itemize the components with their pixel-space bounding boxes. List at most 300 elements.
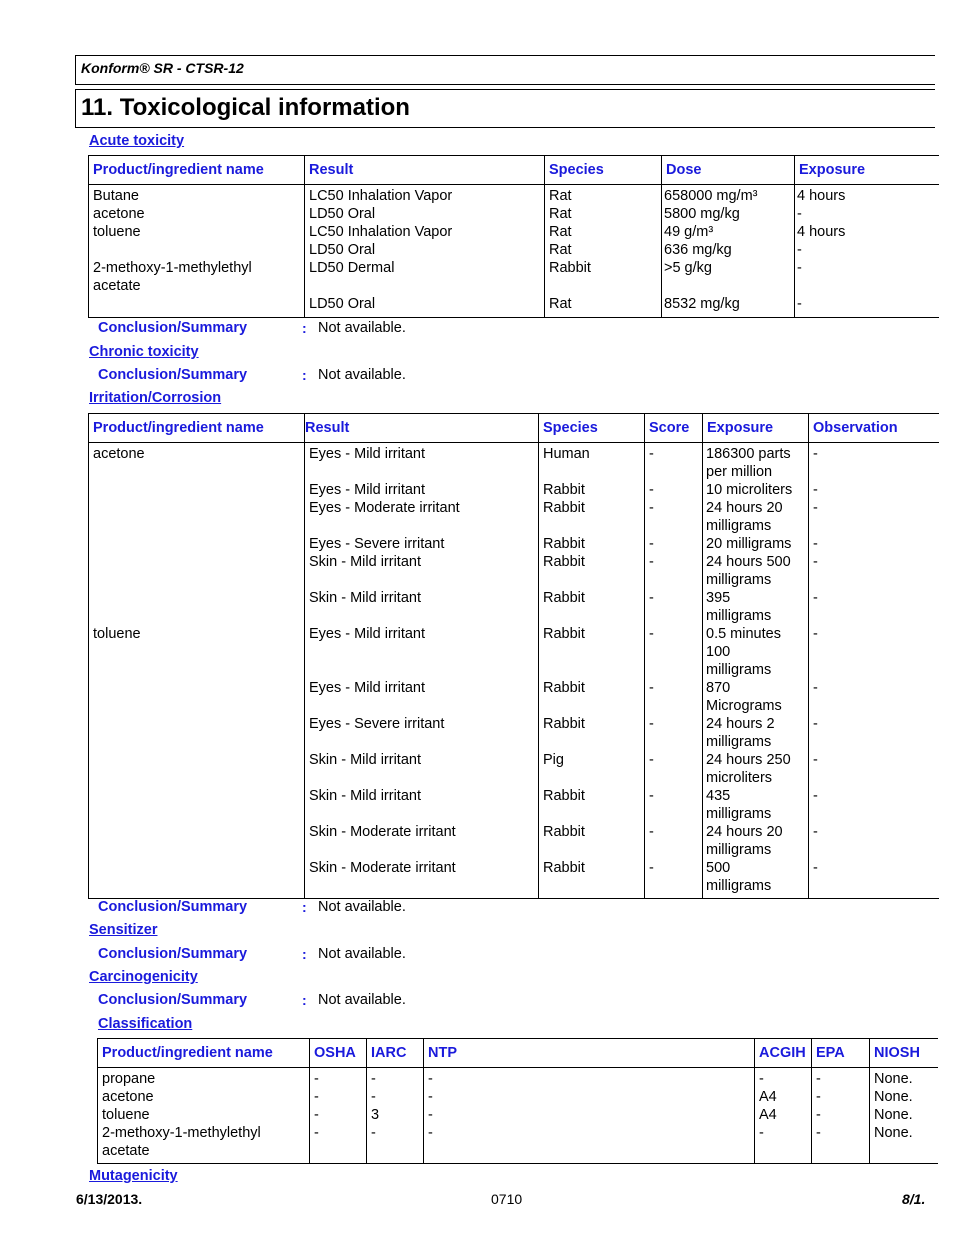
irritation-species-value: Rabbit	[543, 824, 585, 840]
irritation-observation-value: -	[813, 500, 818, 516]
irritation-score-value: -	[649, 680, 654, 696]
dose-value: >5 g/kg	[664, 260, 712, 276]
irritation-observation-cell	[809, 751, 939, 787]
classification-link[interactable]: Classification	[98, 1016, 193, 1032]
conclusion-value: Not available.	[318, 992, 406, 1008]
exposure-value: 100	[706, 644, 731, 660]
irritation-result-cell	[305, 715, 539, 751]
irritation-species-cell	[539, 823, 645, 859]
table-row	[89, 499, 939, 535]
irritation-species-cell	[539, 499, 645, 535]
exposure-value: 500	[706, 860, 731, 876]
irritation-exposure-cell	[703, 787, 809, 823]
table-row	[89, 535, 939, 553]
irritation-name-cell	[89, 859, 305, 899]
species-value	[549, 277, 657, 295]
epa-value: -	[816, 1071, 821, 1087]
irritation-result-value: Eyes - Moderate irritant	[309, 500, 460, 516]
iarc-value: -	[371, 1125, 376, 1141]
ingredient-name: toluene	[102, 1107, 150, 1123]
dose-value: 636 mg/kg	[664, 242, 732, 258]
irritation-score-cell	[645, 481, 703, 499]
table-row	[89, 481, 939, 499]
irritation-name-cell	[89, 715, 305, 751]
conclusion-label: Conclusion/Summary	[98, 320, 248, 336]
irritation-species-value: Rabbit	[543, 536, 585, 552]
exposure-value: per million	[706, 464, 773, 480]
exposure-value: milligrams	[706, 806, 772, 822]
species-value: Rat	[549, 242, 572, 258]
irritation-score-cell	[645, 679, 703, 715]
irritation-score-cell	[645, 751, 703, 787]
carcinogenicity-link[interactable]: Carcinogenicity	[89, 969, 198, 985]
irritation-observation-cell	[809, 823, 939, 859]
irritation-species-cell	[539, 787, 645, 823]
irritation-exposure-cell	[703, 589, 809, 625]
irritation-exposure-cell	[703, 535, 809, 553]
irritation-result-value: Eyes - Mild irritant	[309, 446, 426, 462]
exposure-value: 10 microliters	[706, 482, 793, 498]
ntp-value: -	[428, 1125, 433, 1141]
irritation-observation-cell	[809, 481, 939, 499]
conclusion-value: Not available.	[318, 367, 406, 383]
colon-separator: :	[302, 320, 307, 336]
exposure-value: 24 hours 500	[706, 554, 791, 570]
table-row	[89, 443, 939, 482]
irritation-score-cell	[645, 589, 703, 625]
irritation-result-cell	[305, 787, 539, 823]
column-header: NIOSH	[870, 1039, 938, 1068]
result-value: LC50 Inhalation Vapor	[309, 224, 453, 240]
product-title: Konform® SR - CTSR-12	[81, 60, 244, 76]
irritation-result-cell	[305, 481, 539, 499]
iarc-value: 3	[371, 1107, 380, 1123]
species-value: Rat	[549, 224, 572, 240]
irritation-observation-value: -	[813, 446, 818, 462]
ingredient-name: Butane	[93, 188, 139, 204]
irritation-result-cell	[305, 553, 539, 589]
ingredient-name: 2-methoxy-1-methylethyl	[102, 1125, 261, 1141]
colon-separator: :	[302, 946, 307, 962]
table-row	[89, 715, 939, 751]
column-header: IARC	[367, 1039, 424, 1068]
table-row	[89, 859, 939, 899]
irritation-name-cell	[89, 787, 305, 823]
epa-value: -	[816, 1125, 821, 1141]
irritation-result-cell	[305, 443, 539, 482]
irritation-result-cell	[305, 625, 539, 679]
irritation-species-cell	[539, 751, 645, 787]
irritation-name-cell	[89, 625, 305, 679]
conclusion-label: Conclusion/Summary	[98, 992, 248, 1008]
footer-date: 6/13/2013.	[76, 1191, 143, 1207]
colon-separator: :	[302, 367, 307, 383]
osha-value: -	[314, 1089, 319, 1105]
species-cell	[545, 185, 662, 318]
ingredient-name: acetone	[102, 1089, 154, 1105]
irritation-name-cell	[89, 443, 305, 482]
irritation-score-value: -	[649, 824, 654, 840]
chronic-toxicity-link[interactable]: Chronic toxicity	[89, 344, 199, 360]
dose-value: 5800 mg/kg	[664, 206, 740, 222]
irritation-exposure-cell	[703, 715, 809, 751]
exposure-value: 20 milligrams	[706, 536, 792, 552]
irritation-score-value: -	[649, 446, 654, 462]
acgih-value: -	[759, 1125, 764, 1141]
exposure-value: 24 hours 250	[706, 752, 791, 768]
irritation-score-cell	[645, 535, 703, 553]
column-header: Exposure	[795, 156, 939, 185]
acgih-value: A4	[759, 1089, 777, 1105]
irritation-score-value: -	[649, 860, 654, 876]
column-header: Product/ingredient name	[89, 156, 305, 185]
exposure-value: 24 hours 20	[706, 824, 783, 840]
irritation-observation-value: -	[813, 536, 818, 552]
species-value: Rat	[549, 296, 572, 312]
ntp-cell	[424, 1068, 755, 1164]
irritation-corrosion-link[interactable]: Irritation/Corrosion	[89, 390, 222, 406]
table-row	[98, 1068, 938, 1164]
irritation-exposure-cell	[703, 679, 809, 715]
result-value: LD50 Oral	[309, 242, 376, 258]
irritation-observation-cell	[809, 535, 939, 553]
result-value: LC50 Inhalation Vapor	[309, 188, 453, 204]
ingredient-name: acetate	[93, 278, 141, 294]
column-header: Observation	[809, 414, 939, 443]
ingredient-name: toluene	[93, 224, 141, 240]
irritation-observation-value: -	[813, 554, 818, 570]
irritation-score-cell	[645, 715, 703, 751]
irritation-score-value: -	[649, 626, 654, 642]
dose-value: 658000 mg/m³	[664, 188, 758, 204]
irritation-score-cell	[645, 553, 703, 589]
section-title: 11. Toxicological information	[81, 94, 410, 121]
dose-cell	[662, 185, 795, 318]
irritation-result-value: Skin - Mild irritant	[309, 554, 421, 570]
exposure-value: milligrams	[706, 662, 772, 678]
irritation-table	[88, 413, 939, 899]
irritation-species-cell	[539, 715, 645, 751]
irritation-score-value: -	[649, 482, 654, 498]
exposure-value: 24 hours 20	[706, 500, 783, 516]
irritation-observation-value: -	[813, 716, 818, 732]
table-row	[89, 823, 939, 859]
iarc-cell	[367, 1068, 424, 1164]
exposure-value: 4 hours	[797, 188, 846, 204]
dose-value: 49 g/m³	[664, 224, 714, 240]
irritation-observation-cell	[809, 625, 939, 679]
exposure-value: milligrams	[706, 608, 772, 624]
irritation-score-value: -	[649, 788, 654, 804]
exposure-value: 395	[706, 590, 731, 606]
ntp-value: -	[428, 1107, 433, 1123]
species-value: Rat	[549, 188, 572, 204]
section-header	[75, 89, 935, 128]
ntp-value: -	[428, 1089, 433, 1105]
table-row	[89, 553, 939, 589]
acute-toxicity-table	[88, 155, 939, 318]
conclusion-value: Not available.	[318, 320, 406, 336]
column-header: Product/ingredient name	[89, 414, 305, 443]
irritation-score-value: -	[649, 500, 654, 516]
irritation-observation-value: -	[813, 860, 818, 876]
ingredient-name: acetate	[102, 1143, 150, 1159]
irritation-result-value: Skin - Moderate irritant	[309, 860, 456, 876]
irritation-score-cell	[645, 443, 703, 482]
irritation-species-cell	[539, 535, 645, 553]
irritation-species-value: Rabbit	[543, 716, 585, 732]
result-value: LD50 Oral	[309, 206, 376, 222]
irritation-species-value: Pig	[543, 752, 564, 768]
irritation-score-value: -	[649, 716, 654, 732]
irritation-species-value: Rabbit	[543, 680, 585, 696]
column-header: Result	[305, 414, 539, 443]
exposure-value: Micrograms	[706, 698, 782, 714]
irritation-species-value: Rabbit	[543, 500, 585, 516]
irritation-species-value: Rabbit	[543, 626, 585, 642]
exposure-value: 870	[706, 680, 731, 696]
exposure-value: 0.5 minutes	[706, 626, 781, 642]
irritation-species-cell	[539, 625, 645, 679]
species-value: Rabbit	[549, 260, 591, 276]
results-cell	[305, 185, 545, 318]
table-row	[89, 751, 939, 787]
irritation-result-value: Eyes - Mild irritant	[309, 680, 426, 696]
irritation-observation-cell	[809, 715, 939, 751]
irritation-name-cell	[89, 823, 305, 859]
irritation-name-cell	[89, 679, 305, 715]
table-row	[89, 185, 939, 318]
ingredient-name: propane	[102, 1071, 156, 1087]
irritation-exposure-cell	[703, 499, 809, 535]
irritation-name-cell	[89, 535, 305, 553]
irritation-name-value: acetone	[93, 446, 145, 462]
irritation-species-cell	[539, 443, 645, 482]
exposure-value: milligrams	[706, 734, 772, 750]
irritation-species-cell	[539, 589, 645, 625]
table-header-row	[98, 1039, 938, 1068]
irritation-result-value: Skin - Mild irritant	[309, 788, 421, 804]
acgih-value: -	[759, 1071, 764, 1087]
exposure-value: -	[797, 260, 802, 276]
ingredient-name	[93, 241, 300, 259]
irritation-observation-cell	[809, 443, 939, 482]
niosh-value: None.	[874, 1125, 913, 1141]
result-value: LD50 Oral	[309, 296, 376, 312]
irritation-observation-value: -	[813, 824, 818, 840]
footer-page: 8/1.	[902, 1191, 926, 1207]
irritation-observation-cell	[809, 787, 939, 823]
irritation-species-value: Human	[543, 446, 590, 462]
names-cell	[98, 1068, 310, 1164]
exposure-value: milligrams	[706, 878, 772, 894]
irritation-result-value: Skin - Mild irritant	[309, 590, 421, 606]
irritation-score-value: -	[649, 554, 654, 570]
exposure-value: -	[797, 206, 802, 222]
irritation-result-value: Skin - Moderate irritant	[309, 824, 456, 840]
irritation-score-cell	[645, 787, 703, 823]
irritation-name-cell	[89, 589, 305, 625]
irritation-exposure-cell	[703, 625, 809, 679]
irritation-observation-cell	[809, 499, 939, 535]
irritation-result-value: Eyes - Severe irritant	[309, 716, 445, 732]
irritation-observation-cell	[809, 859, 939, 899]
irritation-species-value: Rabbit	[543, 554, 585, 570]
colon-separator: :	[302, 899, 307, 915]
table-row	[89, 589, 939, 625]
exposure-value	[797, 277, 935, 295]
column-header: OSHA	[310, 1039, 367, 1068]
osha-value: -	[314, 1125, 319, 1141]
exposure-value: milligrams	[706, 572, 772, 588]
dose-value: 8532 mg/kg	[664, 296, 740, 312]
irritation-observation-value: -	[813, 680, 818, 696]
conclusion-label: Conclusion/Summary	[98, 946, 248, 962]
irritation-species-cell	[539, 553, 645, 589]
column-header: Dose	[662, 156, 795, 185]
exposure-value: 186300 parts	[706, 446, 791, 462]
irritation-score-cell	[645, 823, 703, 859]
irritation-exposure-cell	[703, 443, 809, 482]
table-header-row	[89, 156, 939, 185]
exposure-value: -	[797, 242, 802, 258]
irritation-name-value: toluene	[93, 626, 141, 642]
ingredient-name: acetone	[93, 206, 145, 222]
irritation-name-cell	[89, 751, 305, 787]
acute-toxicity-link[interactable]: Acute toxicity	[89, 133, 185, 149]
column-header: Score	[645, 414, 703, 443]
irritation-exposure-cell	[703, 859, 809, 899]
irritation-score-value: -	[649, 536, 654, 552]
irritation-name-cell	[89, 499, 305, 535]
irritation-result-cell	[305, 751, 539, 787]
exposure-value: 24 hours 2	[706, 716, 775, 732]
irritation-species-value: Rabbit	[543, 860, 585, 876]
irritation-score-cell	[645, 859, 703, 899]
irritation-observation-value: -	[813, 482, 818, 498]
names-cell	[89, 185, 305, 318]
irritation-observation-value: -	[813, 626, 818, 642]
irritation-species-value: Rabbit	[543, 788, 585, 804]
irritation-species-cell	[539, 859, 645, 899]
irritation-result-cell	[305, 589, 539, 625]
irritation-species-cell	[539, 481, 645, 499]
niosh-value: None.	[874, 1089, 913, 1105]
column-header: Product/ingredient name	[98, 1039, 310, 1068]
conclusion-label: Conclusion/Summary	[98, 899, 248, 915]
epa-value: -	[816, 1089, 821, 1105]
iarc-value: -	[371, 1089, 376, 1105]
niosh-value: None.	[874, 1071, 913, 1087]
species-value: Rat	[549, 206, 572, 222]
dose-value	[664, 277, 790, 295]
irritation-result-value: Eyes - Severe irritant	[309, 536, 445, 552]
exposure-value: milligrams	[706, 842, 772, 858]
irritation-exposure-cell	[703, 553, 809, 589]
irritation-observation-cell	[809, 589, 939, 625]
irritation-result-cell	[305, 535, 539, 553]
irritation-score-value: -	[649, 590, 654, 606]
column-header: NTP	[424, 1039, 755, 1068]
epa-cell	[812, 1068, 870, 1164]
column-header: Result	[305, 156, 545, 185]
irritation-result-cell	[305, 679, 539, 715]
irritation-result-value: Skin - Mild irritant	[309, 752, 421, 768]
irritation-exposure-cell	[703, 823, 809, 859]
table-row	[89, 679, 939, 715]
epa-value: -	[816, 1107, 821, 1123]
niosh-cell	[870, 1068, 938, 1164]
footer-code: 0710	[491, 1191, 523, 1207]
irritation-species-cell	[539, 679, 645, 715]
ingredient-name: 2-methoxy-1-methylethyl	[93, 260, 252, 276]
result-value	[309, 277, 540, 295]
irritation-result-cell	[305, 823, 539, 859]
conclusion-value: Not available.	[318, 946, 406, 962]
column-header: Species	[545, 156, 662, 185]
irritation-result-value: Eyes - Mild irritant	[309, 482, 426, 498]
irritation-exposure-cell	[703, 481, 809, 499]
acgih-cell	[755, 1068, 812, 1164]
irritation-observation-value: -	[813, 590, 818, 606]
ntp-value: -	[428, 1071, 433, 1087]
irritation-name-cell	[89, 481, 305, 499]
osha-value: -	[314, 1107, 319, 1123]
exposure-value: microliters	[706, 770, 773, 786]
irritation-result-cell	[305, 499, 539, 535]
irritation-result-cell	[305, 859, 539, 899]
irritation-observation-cell	[809, 679, 939, 715]
osha-cell	[310, 1068, 367, 1164]
ingredient-name	[93, 295, 300, 313]
column-header: Exposure	[703, 414, 809, 443]
column-header: Species	[539, 414, 645, 443]
table-row	[89, 625, 939, 679]
irritation-observation-value: -	[813, 752, 818, 768]
classification-table	[97, 1038, 938, 1164]
irritation-result-value: Eyes - Mild irritant	[309, 626, 426, 642]
irritation-observation-value: -	[813, 788, 818, 804]
result-value: LD50 Dermal	[309, 260, 395, 276]
table-header-row	[89, 414, 939, 443]
mutagenicity-link[interactable]: Mutagenicity	[89, 1168, 178, 1184]
conclusion-value: Not available.	[318, 899, 406, 915]
sensitizer-link[interactable]: Sensitizer	[89, 922, 158, 938]
table-row	[89, 787, 939, 823]
niosh-value: None.	[874, 1107, 913, 1123]
irritation-species-value: Rabbit	[543, 590, 585, 606]
irritation-score-value: -	[649, 752, 654, 768]
osha-value: -	[314, 1071, 319, 1087]
exposure-value: -	[797, 296, 802, 312]
irritation-species-value: Rabbit	[543, 482, 585, 498]
column-header: EPA	[812, 1039, 870, 1068]
exposure-cell	[795, 185, 939, 318]
iarc-value: -	[371, 1071, 376, 1087]
irritation-score-cell	[645, 499, 703, 535]
irritation-exposure-cell	[703, 751, 809, 787]
irritation-name-cell	[89, 553, 305, 589]
acgih-value: A4	[759, 1107, 777, 1123]
document-header	[75, 55, 935, 85]
exposure-value: milligrams	[706, 518, 772, 534]
exposure-value: 4 hours	[797, 224, 846, 240]
exposure-value: 435	[706, 788, 731, 804]
irritation-score-cell	[645, 625, 703, 679]
conclusion-label: Conclusion/Summary	[98, 367, 248, 383]
irritation-observation-cell	[809, 553, 939, 589]
column-header: ACGIH	[755, 1039, 812, 1068]
